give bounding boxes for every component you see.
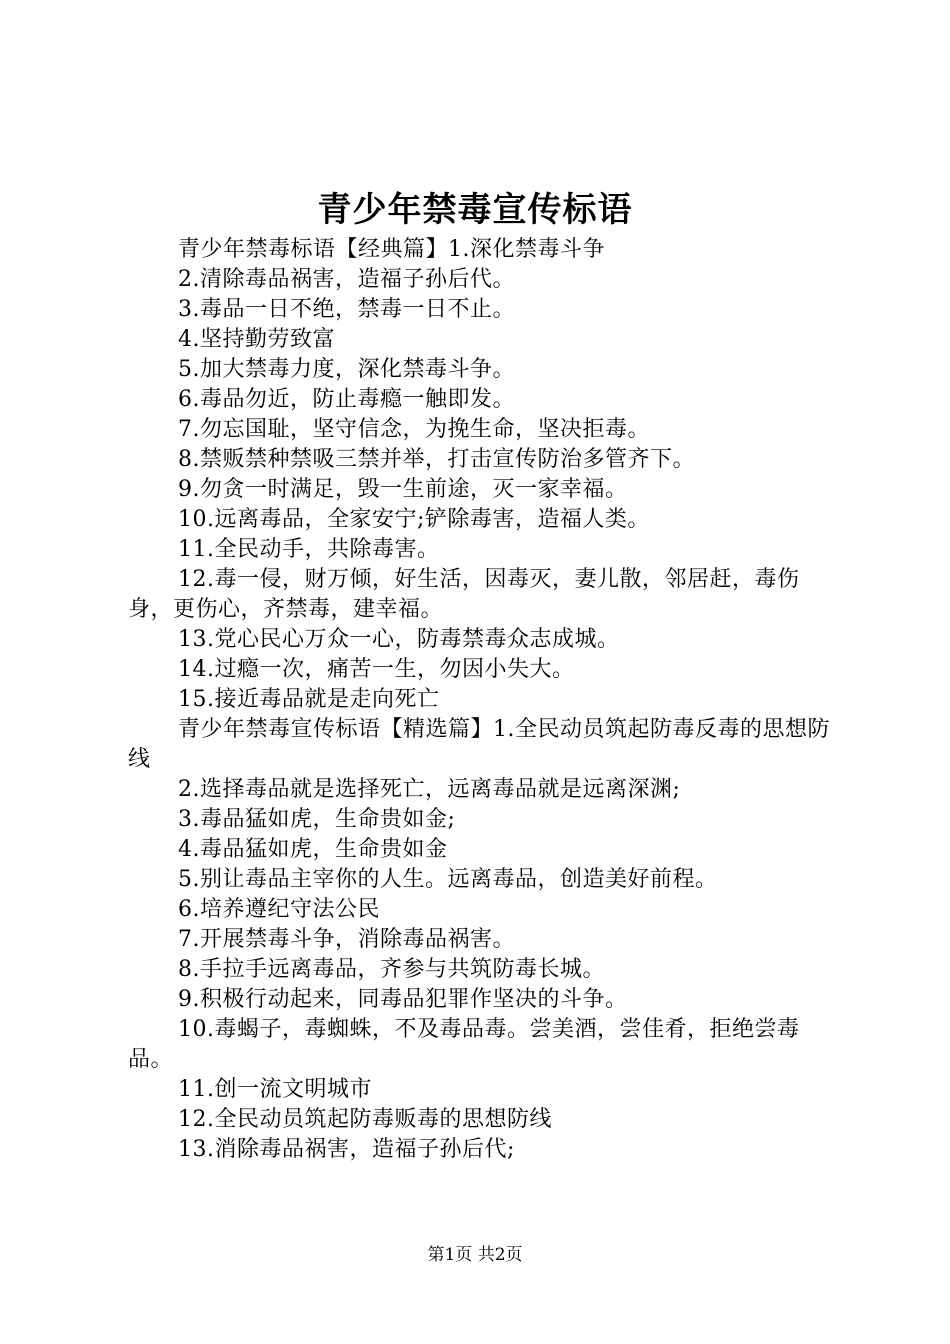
document-body	[128, 235, 834, 1165]
paragraph: 6.毒品勿近，防止毒瘾一触即发。	[178, 387, 515, 412]
paragraph: 3.毒品猛如虎，生命贵如金;	[178, 807, 456, 832]
paragraph: 12.全民动员筑起防毒贩毒的思想防线	[178, 1107, 552, 1132]
paragraph: 3.毒品一日不绝，禁毒一日不止。	[178, 297, 515, 322]
paragraph: 青少年禁毒标语【经典篇】1.深化禁毒斗争	[178, 237, 605, 262]
paragraph: 7.勿忘国耻，坚守信念，为挽生命，坚决拒毒。	[178, 417, 650, 442]
paragraph: 青少年禁毒宣传标语【精选篇】1.全民动员筑起防毒反毒的思想防线	[128, 717, 830, 772]
paragraph: 7.开展禁毒斗争，消除毒品祸害。	[178, 927, 515, 952]
paragraph: 9.勿贪一时满足，毁一生前途，灭一家幸福。	[178, 477, 628, 502]
paragraph: 5.加大禁毒力度，深化禁毒斗争。	[178, 357, 515, 382]
paragraph: 13.党心民心万众一心，防毒禁毒众志成城。	[178, 627, 620, 652]
paragraph: 2.选择毒品就是选择死亡，远离毒品就是远离深渊;	[178, 777, 681, 802]
paragraph: 15.接近毒品就是走向死亡	[178, 687, 440, 712]
paragraph: 11.全民动手，共除毒害。	[178, 537, 440, 562]
paragraph: 5.别让毒品主宰你的人生。远离毒品，创造美好前程。	[178, 867, 718, 892]
paragraph: 12.毒一侵，财万倾，好生活，因毒灭，妻儿散，邻居赶，毒伤身，更伤心，齐禁毒，建幸福。	[128, 567, 800, 622]
paragraph: 8.禁贩禁种禁吸三禁并举，打击宣传防治多管齐下。	[178, 447, 695, 472]
paragraph: 14.过瘾一次，痛苦一生，勿因小失大。	[178, 657, 575, 682]
paragraph: 6.培养遵纪守法公民	[178, 897, 380, 922]
paragraph: 13.消除毒品祸害，造福子孙后代;	[178, 1137, 515, 1162]
document-title: 青少年禁毒宣传标语	[317, 190, 633, 230]
paragraph: 10.远离毒品，全家安宁;铲除毒害，造福人类。	[178, 507, 650, 532]
paragraph: 4.毒品猛如虎，生命贵如金	[178, 837, 448, 862]
paragraph: 2.清除毒品祸害，造福子孙后代。	[178, 267, 515, 292]
paragraph: 10.毒蝎子，毒蜘蛛，不及毒品毒。尝美酒，尝佳肴，拒绝尝毒品。	[128, 1017, 800, 1072]
page-number-footer: 第1页 共2页	[427, 1245, 523, 1265]
paragraph: 8.手拉手远离毒品，齐参与共筑防毒长城。	[178, 957, 605, 982]
paragraph: 11.创一流文明城市	[178, 1077, 372, 1102]
paragraph: 9.积极行动起来，同毒品犯罪作坚决的斗争。	[178, 987, 628, 1012]
paragraph: 4.坚持勤劳致富	[178, 327, 335, 352]
